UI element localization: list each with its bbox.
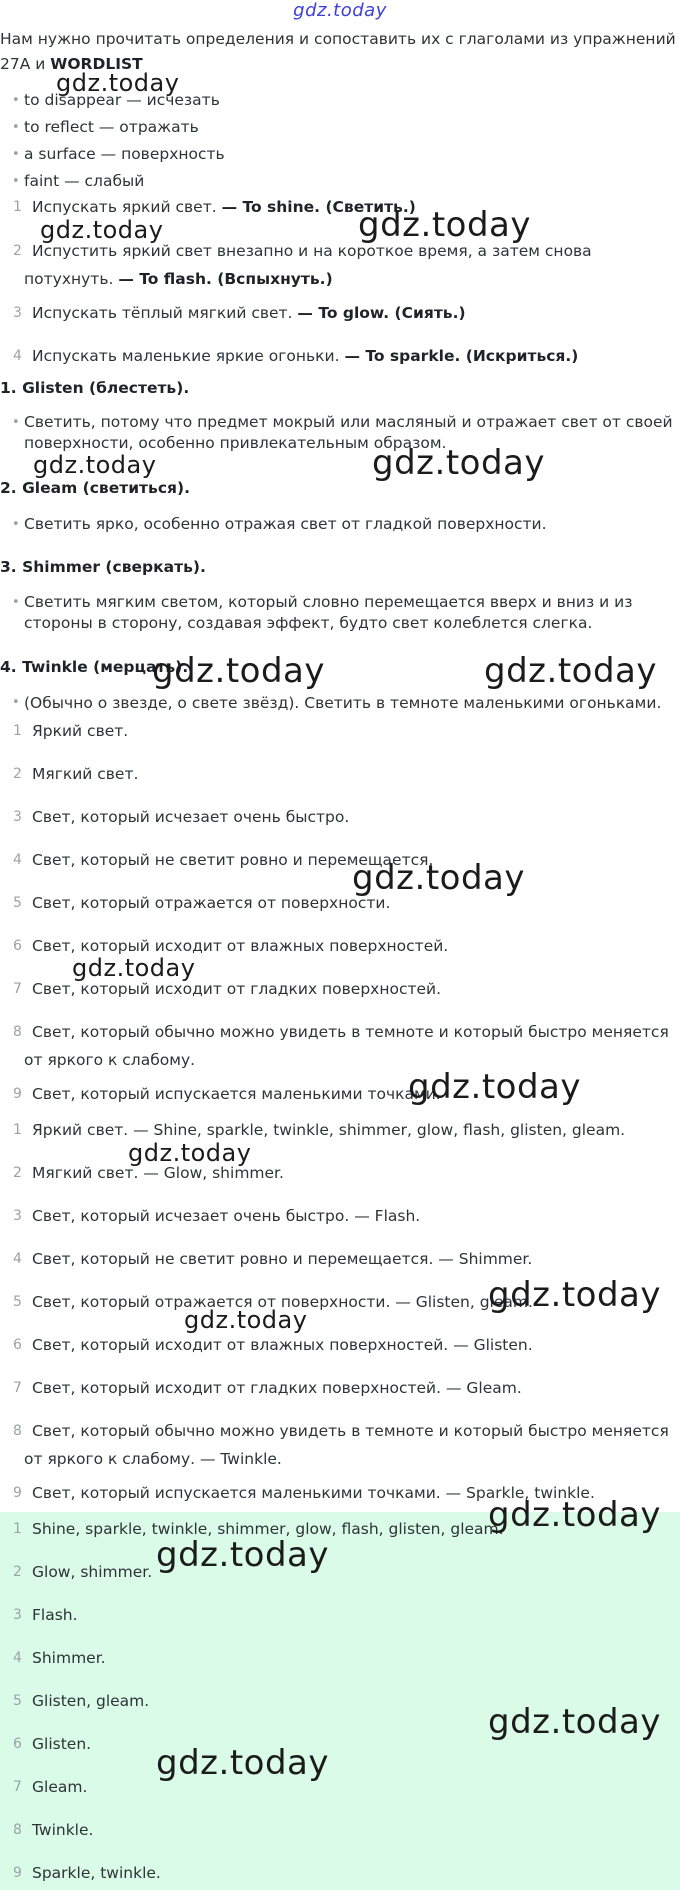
final-answer-item: 1 Shine, sparkle, twinkle, shimmer, glow, flash, glisten, gleam. — [13, 1520, 504, 1538]
verb-heading: 2. Gleam (светиться). — [0, 479, 190, 497]
intro-text: Нам нужно прочитать определения и сопоставить их с глаголами из упражнений 27A и — [0, 30, 676, 73]
light-answer-item: 6 Свет, который исходит от влажных поверхностей. — Glisten. — [13, 1336, 533, 1354]
light-type-item: 3 Свет, который исчезает очень быстро. — [13, 808, 350, 826]
bullet-icon: • — [12, 174, 20, 189]
final-answer-item: 2 Glow, shimmer. — [13, 1563, 153, 1581]
light-answer-item: 5 Свет, который отражается от поверхности. — Glisten, gleam. — [13, 1293, 533, 1311]
verb-description: • Светить, потому что предмет мокрый или масляный и отражает свет от своей поверхности, особенно привлекательным образом. — [12, 413, 673, 452]
site-logo[interactable]: gdz.today — [293, 0, 387, 21]
watermark: gdz.today — [156, 1743, 329, 1783]
definition-item: 3 Испускать тёплый мягкий свет. — To glow. (Сиять.) — [13, 304, 466, 322]
light-answer-item: 7 Свет, который исходит от гладких поверхностей. — Gleam. — [13, 1379, 522, 1397]
light-type-item: 2 Мягкий свет. — [13, 765, 139, 783]
verb-heading: 3. Shimmer (сверкать). — [0, 558, 206, 576]
watermark: gdz.today — [358, 205, 531, 245]
light-type-item: 4 Свет, который не светит ровно и перемещается. — [13, 851, 434, 869]
final-answer-item: 7 Gleam. — [13, 1778, 88, 1796]
bullet-icon: • — [12, 120, 20, 135]
verb-description: • Светить мягким светом, который словно перемещается вверх и вниз и из стороны в сторону, создавая эффект, будто свет колеблется слегка. — [12, 593, 633, 632]
vocab-item: • to reflect — отражать — [0, 114, 676, 142]
light-type-item: 5 Свет, который отражается от поверхности. — [13, 894, 391, 912]
definition-item: 4 Испускать маленькие яркие огоньки. — To sparkle. (Искриться.) — [13, 347, 579, 365]
watermark: gdz.today — [484, 651, 657, 691]
watermark: gdz.today — [156, 1535, 329, 1575]
light-answer-item: 3 Свет, который исчезает очень быстро. — Flash. — [13, 1207, 421, 1225]
light-answer-item: 9 Свет, который испускается маленькими точками. — Sparkle, twinkle. — [13, 1484, 595, 1502]
bullet-icon: • — [12, 695, 20, 710]
verb-description: • (Обычно о звезде, о свете звёзд). Светить в темноте маленькими огоньками. — [0, 691, 676, 715]
watermark: gdz.today — [488, 1702, 661, 1742]
bullet-icon: • — [12, 517, 20, 532]
watermark: gdz.today — [33, 451, 157, 479]
verb-description: • Светить ярко, особенно отражая свет от гладкой поверхности. — [0, 511, 676, 539]
watermark: gdz.today — [128, 1139, 252, 1167]
final-answer-item: 4 Shimmer. — [13, 1649, 106, 1667]
light-type-item: 1 Яркий свет. — [13, 722, 129, 740]
light-answer-item: 2 Мягкий свет. — Glow, shimmer. — [13, 1164, 284, 1182]
light-answer-item: 1 Яркий свет. — Shine, sparkle, twinkle, shimmer, glow, flash, glisten, gleam. — [13, 1121, 626, 1139]
vocab-item: • faint — слабый — [0, 168, 676, 196]
final-answer-item: 3 Flash. — [13, 1606, 78, 1624]
bullet-icon: • — [12, 595, 20, 610]
light-answer-item: 8 Свет, который обычно можно увидеть в темноте и который быстро меняется от яркого к слабому. — Twinkle. — [13, 1422, 669, 1468]
verb-heading: 4. Twinkle (мерцать). — [0, 658, 189, 676]
bullet-icon: • — [12, 93, 20, 108]
watermark: gdz.today — [352, 858, 525, 898]
watermark: gdz.today — [56, 69, 180, 97]
watermark: gdz.today — [152, 651, 325, 691]
watermark: gdz.today — [488, 1495, 661, 1535]
bullet-icon: • — [12, 415, 20, 430]
final-answer-item: 9 Sparkle, twinkle. — [13, 1864, 161, 1882]
watermark: gdz.today — [72, 954, 196, 982]
light-type-item: 8 Свет, который обычно можно увидеть в темноте и который быстро меняется от яркого к слабому. — [13, 1023, 669, 1069]
light-type-item: 7 Свет, который исходит от гладких поверхностей. — [13, 980, 442, 998]
watermark: gdz.today — [184, 1306, 308, 1334]
bullet-icon: • — [12, 147, 20, 162]
intro-bold: WORDLIST — [50, 55, 143, 73]
watermark: gdz.today — [488, 1275, 661, 1315]
final-answer-item: 6 Glisten. — [13, 1735, 92, 1753]
final-answer-item: 5 Glisten, gleam. — [13, 1692, 150, 1710]
definition-item: 1 Испускать яркий свет. — To shine. (Светить.) — [13, 198, 416, 216]
definition-item: 2 Испустить яркий свет внезапно и на короткое время, а затем снова потухнуть. — To flash. (Вспыхнуть.) — [13, 242, 592, 288]
vocab-item: • to disappear — исчезать — [0, 87, 676, 115]
light-type-item: 6 Свет, который исходит от влажных поверхностей. — [13, 937, 449, 955]
light-answer-item: 4 Свет, который не светит ровно и перемещается. — Shimmer. — [13, 1250, 533, 1268]
verb-heading: 1. Glisten (блестеть). — [0, 379, 190, 397]
watermark: gdz.today — [372, 443, 545, 483]
light-type-item: 9 Свет, который испускается маленькими точками. — [13, 1085, 441, 1103]
vocab-item: • a surface — поверхность — [0, 141, 676, 169]
watermark: gdz.today — [40, 216, 164, 244]
final-answer-item: 8 Twinkle. — [13, 1821, 94, 1839]
watermark: gdz.today — [408, 1067, 581, 1107]
